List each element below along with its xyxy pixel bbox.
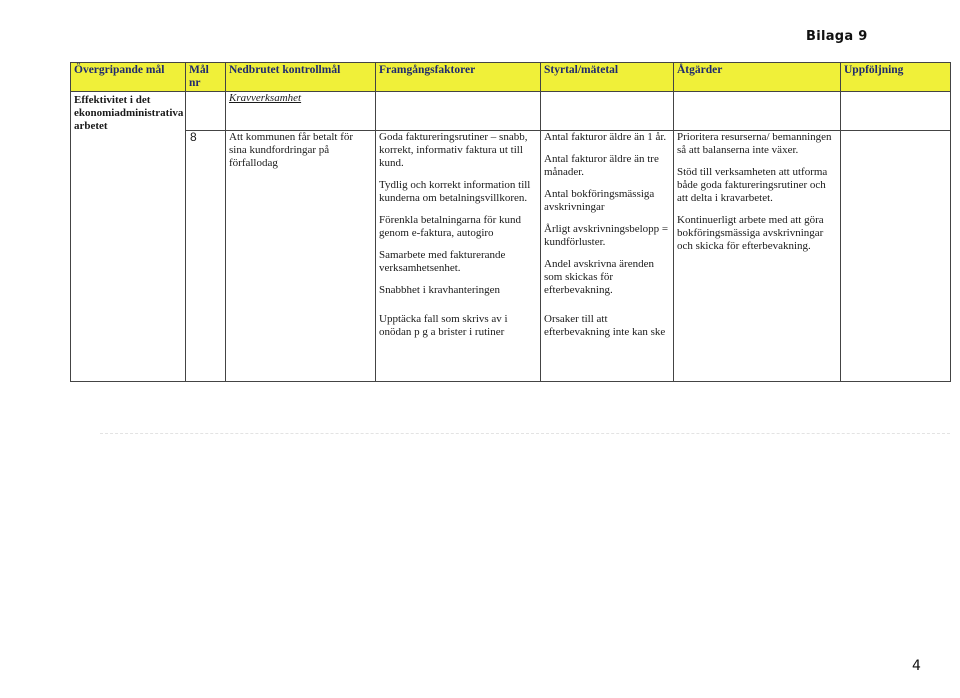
atgarder-item: Stöd till verksamheten att utforma både goda faktureringsrutiner och att delta i kravarbetet. [677,166,828,204]
header-framgang: Framgångsfaktorer [376,63,541,92]
header-uppfoljning: Uppföljning [841,63,951,92]
styrtal-item: Andel avskrivna ärenden som skickas för efterbevakning. [544,258,654,296]
framgang-item: Goda faktureringsrutiner – snabb, korrekt, informativ faktura ut till kund. [379,131,528,169]
styrtal-item: Antal fakturor äldre än 1 år. [544,131,667,143]
section-title: Kravverksamhet [229,92,302,104]
framgang-item: Förenkla betalningarna för kund genom e-faktura, autogiro [379,214,522,239]
header-styrtal: Styrtal/mätetal [541,63,674,92]
styrtal-item: Årligt avskrivningsbelopp = kundförluster. [544,223,669,248]
nedbrutet-cell [226,131,376,382]
atgarder-item: Kontinuerligt arbete med att göra bokföringsmässiga avskrivningar och skicka för efterbevakning. [677,214,824,252]
uppfoljning-cell [841,131,951,382]
framgang-cell [376,131,541,382]
header-nedbrutet: Nedbrutet kontrollmål [226,63,376,92]
empty-cell [541,92,674,131]
styrtal-item: Antal bokföringsmässiga avskrivningar [544,188,655,213]
framgang-item: Samarbete med fakturerande verksamhetsenhet. [379,249,506,274]
goal-number: 8 [186,131,226,382]
goal-text: Effektivitet i det ekonomiadministrativa arbetet [74,94,184,132]
styrtal-cell [541,131,674,382]
header-malnr: Mål nr [186,63,226,92]
framgang-item: Upptäcka fall som skrivs av i onödan p g a brister i rutiner [379,313,508,338]
header-row [71,63,951,92]
styrtal-item: Orsaker till att efterbevakning inte kan ske [544,313,666,338]
scan-artifact-line [100,433,950,434]
empty-cell [186,92,226,131]
empty-cell [376,92,541,131]
atgarder-cell [674,131,841,382]
framgang-item: Snabbhet i kravhanteringen [379,284,500,296]
page-number: 4 [912,658,921,674]
empty-cell [841,92,951,131]
goal-cell [71,92,186,382]
appendix-label: Bilaga 9 [806,29,868,44]
goals-table [70,62,951,382]
section-cell [226,92,376,131]
section-row [71,92,951,131]
goal-row [71,131,951,382]
atgarder-item: Prioritera resurserna/ bemanningen så att balanserna inte växer. [677,131,832,156]
header-atgarder: Åtgärder [674,63,841,92]
empty-cell [674,92,841,131]
styrtal-item: Antal fakturor äldre än tre månader. [544,153,659,178]
header-overgripande: Övergripande mål [71,63,186,92]
framgang-item: Tydlig och korrekt information till kunderna om betalningsvillkoren. [379,179,531,204]
nedbrutet-text: Att kommunen får betalt för sina kundfordringar på förfallodag [229,131,354,169]
